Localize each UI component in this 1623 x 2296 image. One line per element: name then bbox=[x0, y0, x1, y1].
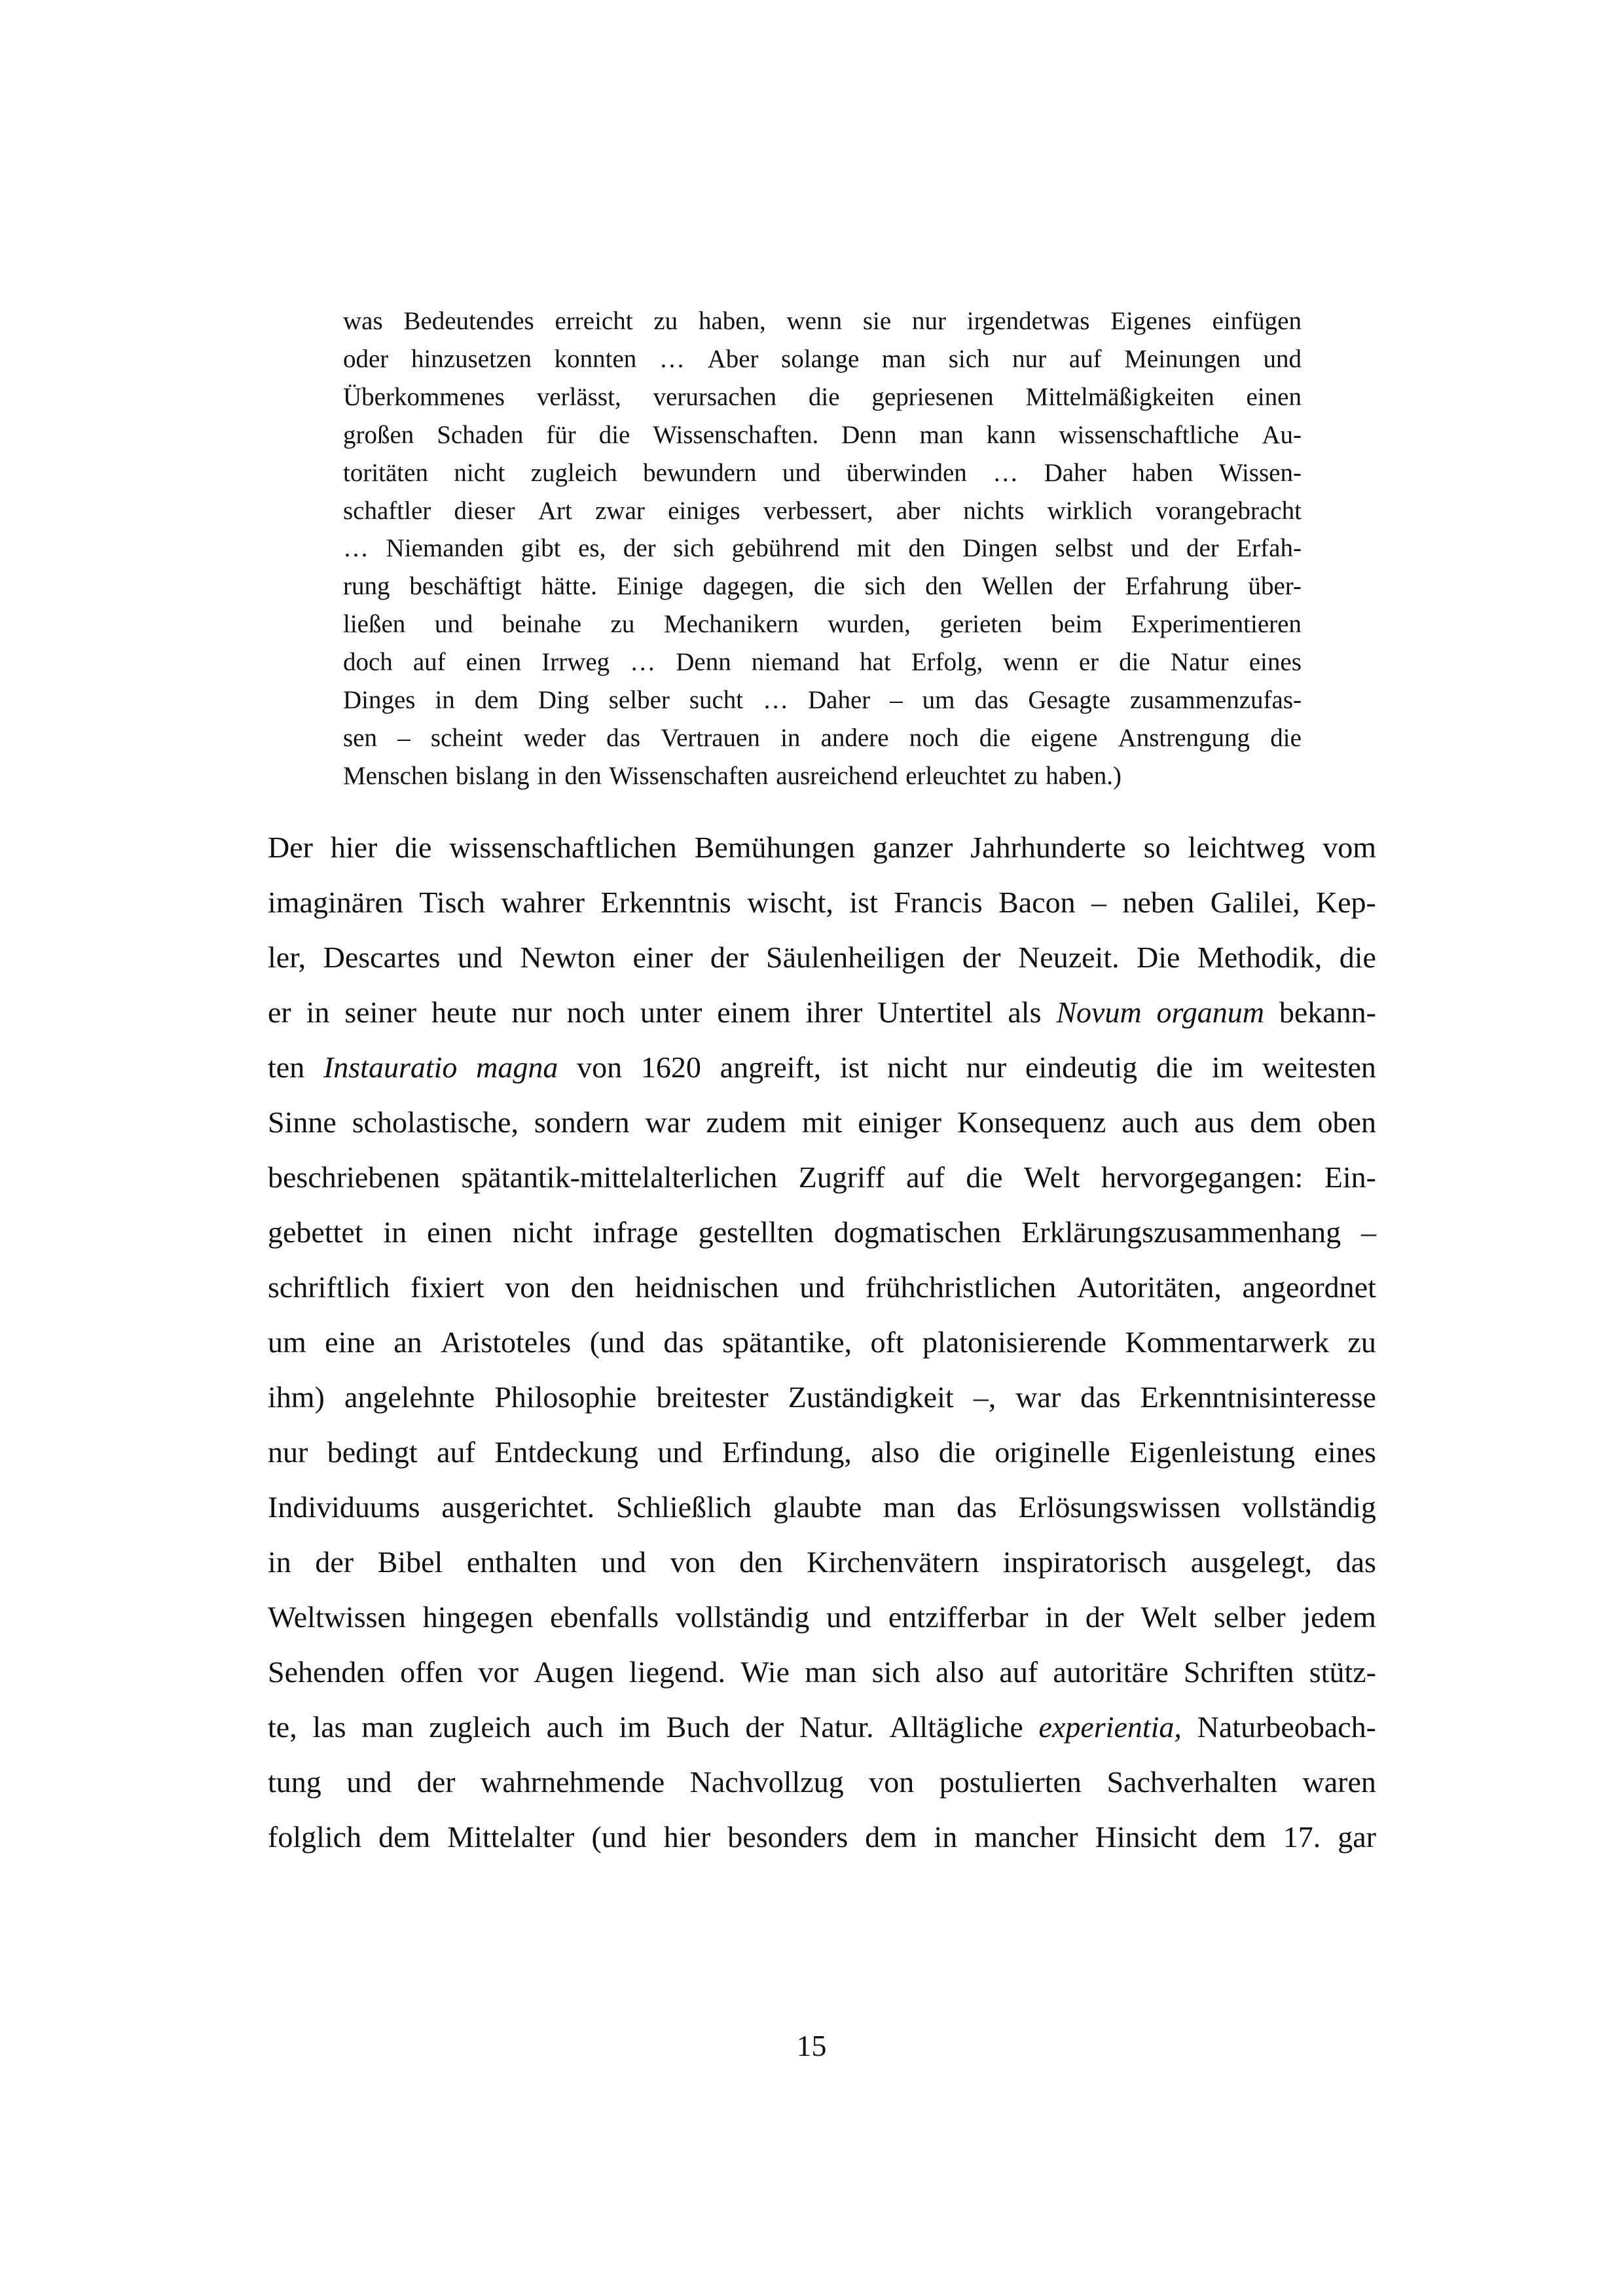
body-line: in der Bibel enthalten und von den Kirchenvätern inspiratorisch ausgelegt, das bbox=[268, 1545, 1376, 1579]
body-line: nur bedingt auf Entdeckung und Erfindung, also die originelle Eigenleistung eines bbox=[268, 1435, 1376, 1469]
quote-line: rung beschäftigt hätte. Einige dagegen, die sich den Wellen der Erfahrung über- bbox=[343, 572, 1302, 601]
quote-line: Überkommenes verlässt, verursachen die gepriesenen Mittelmäßigkeiten einen bbox=[343, 382, 1302, 411]
body-line: Weltwissen hingegen ebenfalls vollständig und entzifferbar in der Welt selber jedem bbox=[268, 1600, 1376, 1634]
body-line: Individuums ausgerichtet. Schließlich glaubte man das Erlösungswissen vollständig bbox=[268, 1490, 1376, 1524]
body-line: ler, Descartes und Newton einer der Säulenheiligen der Neuzeit. Die Methodik, die bbox=[268, 941, 1376, 974]
quote-line: sen – scheint weder das Vertrauen in andere noch die eigene Anstrengung die bbox=[343, 723, 1302, 752]
quote-line: … Niemanden gibt es, der sich gebührend mit den Dingen selbst und der Erfah- bbox=[343, 534, 1302, 563]
body-line: Der hier die wissenschaftlichen Bemühungen ganzer Jahrhunderte so leichtweg vom bbox=[268, 831, 1376, 864]
quote-line: großen Schaden für die Wissenschaften. Denn man kann wissenschaftliche Au- bbox=[343, 420, 1302, 449]
quote-line: Dinges in dem Ding selber sucht … Daher – um das Gesagte zusammenzufas- bbox=[343, 686, 1302, 714]
quote-line: oder hinzusetzen konnten … Aber solange man sich nur auf Meinungen und bbox=[343, 344, 1302, 373]
page-number: 15 bbox=[796, 2029, 827, 2062]
body-line: beschriebenen spätantik-mittelalterlichen Zugriff auf die Welt hervorgegangen: Ein- bbox=[268, 1160, 1376, 1194]
body-line: imaginären Tisch wahrer Erkenntnis wischt, ist Francis Bacon – neben Galilei, Kep- bbox=[268, 886, 1376, 919]
quote-line: toritäten nicht zugleich bewundern und überwinden … Daher haben Wissen- bbox=[343, 458, 1302, 487]
body-line: tung und der wahrnehmende Nachvollzug von postulierten Sachverhalten waren bbox=[268, 1765, 1376, 1799]
body-line: gebettet in einen nicht infrage gestellten dogmatischen Erklärungszusammenhang – bbox=[268, 1215, 1376, 1249]
body-line: er in seiner heute nur noch unter einem ihrer Untertitel als Novum organum bekann- bbox=[268, 996, 1376, 1029]
quote-line: ließen und beinahe zu Mechanikern wurden, gerieten beim Experimentieren bbox=[343, 610, 1302, 639]
body-line: ihm) angelehnte Philosophie breitester Zuständigkeit –, war das Erkenntnisinteresse bbox=[268, 1380, 1376, 1414]
body-line: schriftlich fixiert von den heidnischen und frühchristlichen Autoritäten, angeordnet bbox=[268, 1270, 1376, 1304]
quote-line: doch auf einen Irrweg … Denn niemand hat Erfolg, wenn er die Natur eines bbox=[343, 648, 1302, 677]
quote-line: was Bedeutendes erreicht zu haben, wenn sie nur irgendetwas Eigenes einfügen bbox=[343, 307, 1302, 335]
quote-line: Menschen bislang in den Wissenschaften ausreichend erleuchtet zu haben.) bbox=[343, 761, 1122, 790]
body-line: Sehenden offen vor Augen liegend. Wie man sich also auf autoritäre Schriften stütz- bbox=[268, 1655, 1376, 1689]
quote-line: schaftler dieser Art zwar einiges verbessert, aber nichts wirklich vorangebracht bbox=[343, 496, 1302, 525]
body-line: folglich dem Mittelalter (und hier besonders dem in mancher Hinsicht dem 17. gar bbox=[268, 1820, 1376, 1854]
body-line: um eine an Aristoteles (und das spätantike, oft platonisierende Kommentarwerk zu bbox=[268, 1325, 1376, 1359]
body-line: te, las man zugleich auch im Buch der Natur. Alltägliche experientia, Naturbeobach- bbox=[268, 1710, 1376, 1744]
body-line: Sinne scholastische, sondern war zudem mit einiger Konsequenz auch aus dem oben bbox=[268, 1105, 1376, 1139]
body-line: ten Instauratio magna von 1620 angreift, ist nicht nur eindeutig die im weitesten bbox=[268, 1050, 1376, 1084]
